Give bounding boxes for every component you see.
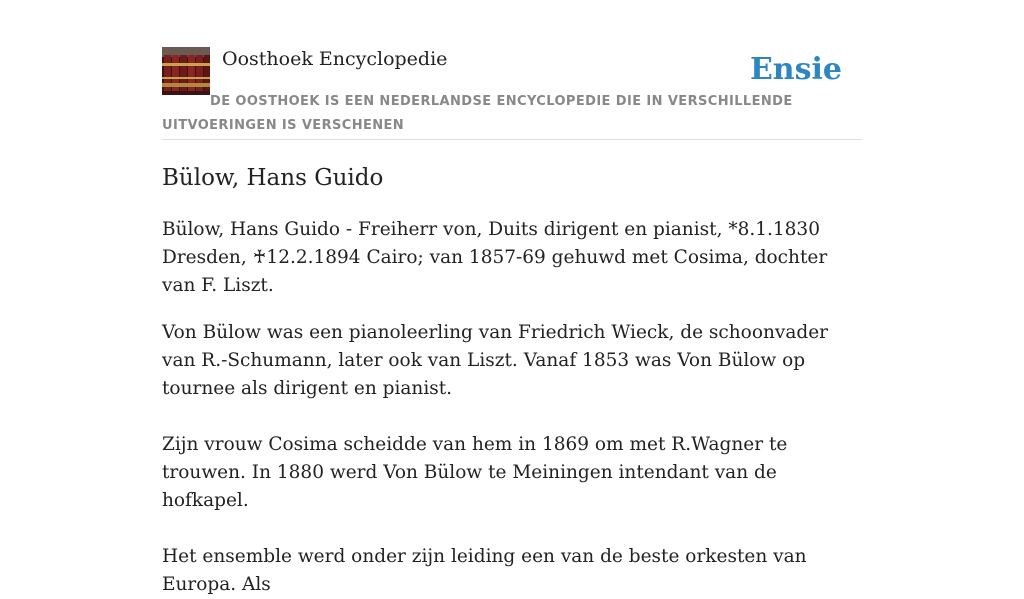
site-tagline: DE OOSTHOEK IS EEN NEDERLANDSE ENCYCLOPEDIE DIE IN VERSCHILLENDE UITVOERINGEN IS VERSCHENEN: [162, 94, 793, 133]
article-body: Von Bülow was een pianoleerling van Friedrich Wieck, de schoonvader van R.-Schumann, later ook van Liszt. Vanaf 1853 was Von Bülow op tournee als dirigent en pianist. Zijn vrouw Cosima scheidde van hem in 1869 om met R.Wagner te trouwen. In 1880 werd Von Bülow te Meiningen intendant van de hofkapel. Het ensemble werd onder zijn leiding een van de beste orkesten van Europa. Als: [162, 322, 828, 595]
article-title: Bülow, Hans Guido: [162, 165, 384, 191]
brand-logo[interactable]: Ensie: [749, 52, 842, 87]
encyclopedia-books-icon: [162, 47, 210, 95]
avatar[interactable]: [162, 47, 210, 95]
article-content: [162, 216, 864, 599]
article-lead: Bülow, Hans Guido - Freiherr von, Duits dirigent en pianist, *8.1.1830 Dresden, ♰12.2.1894 Cairo; van 1857-69 gehuwd met Cosima, dochter van F. Liszt.: [162, 219, 828, 296]
header-divider: [162, 139, 862, 140]
site-name[interactable]: Oosthoek Encyclopedie: [222, 48, 448, 70]
site-header: [162, 46, 862, 140]
